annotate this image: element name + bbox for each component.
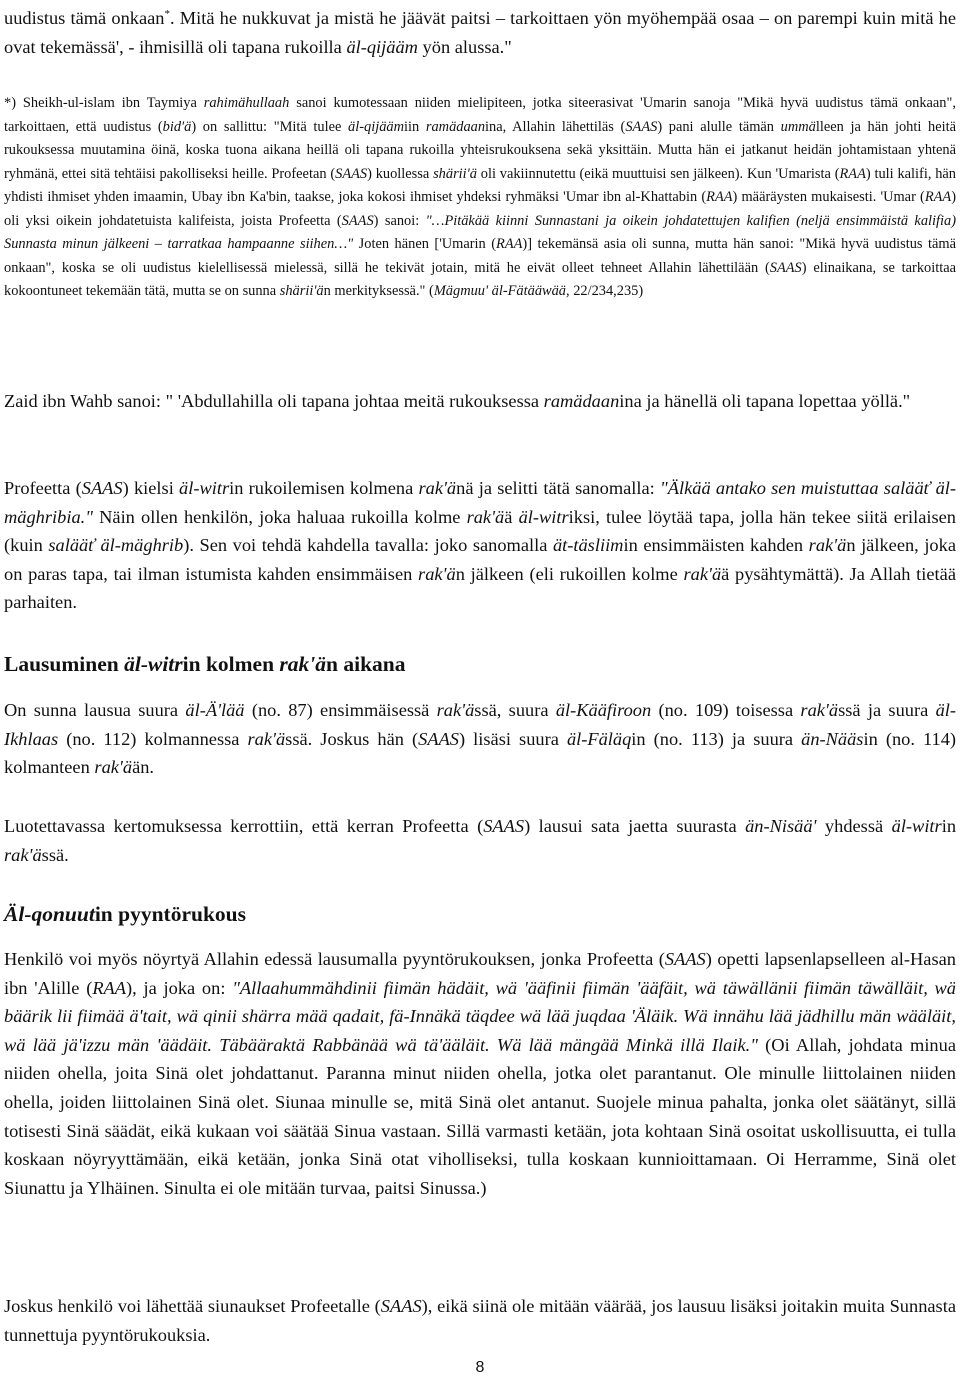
text: in ensimmäisten kahden	[623, 535, 809, 556]
text: Zaid ibn Wahb sanoi: " 'Abdullahilla oli tapana johtaa meitä rukouksessa	[4, 391, 544, 411]
term: SAAS	[769, 259, 802, 276]
text: sanoi kumotessaan niiden mielipiteen, jotka siteerasivat 'Umarin sanoja "Mikä hyvä uudistus tämä onkaan", tarkoittaen, että uudistus (	[4, 95, 956, 135]
text: ssä. Joskus hän (	[285, 728, 419, 749]
term: rak'ä	[436, 700, 475, 720]
term: äl-witr	[179, 478, 230, 498]
term: SAAS	[483, 816, 525, 836]
text: yön alussa."	[417, 36, 512, 57]
quote: "Älkää antako sen muistuttaa salääť äl-mäghribia."	[4, 478, 956, 527]
paragraph-joskus	[4, 1292, 956, 1349]
text: uudistus tämä onkaan	[4, 8, 165, 28]
text: Lausuminen	[4, 652, 125, 676]
text: ) elinaikana, se tarkoittaa kokoontuneet tekemään tätä, mutta se on sunna	[4, 259, 957, 299]
term: SAAS	[81, 478, 123, 498]
term: rak'ä	[800, 700, 839, 720]
term: SAAS	[418, 728, 459, 749]
term: RAA	[496, 236, 523, 252]
text: ) lausui sata jaetta suurasta	[524, 816, 746, 836]
heading-lausuminen	[4, 652, 406, 677]
text: *) Sheikh-ul-islam ibn Taymiya	[4, 95, 204, 111]
paragraph-witr	[4, 474, 956, 617]
term: salääť äl-mäghrib	[48, 535, 184, 556]
term: ummä	[780, 118, 816, 135]
term: rak'ä	[279, 652, 327, 676]
text: Näin ollen henkilön, joka haluaa rukoilla kolme	[92, 506, 467, 527]
text: ) kuollessa	[367, 165, 434, 182]
paragraph-qonuut	[4, 945, 956, 1202]
term: rak'ä	[418, 563, 456, 584]
term: ramädaan	[543, 391, 620, 411]
text: in	[941, 816, 957, 836]
paragraph-luotettavassa	[4, 812, 956, 869]
term: rak'ä	[808, 535, 847, 556]
term: ät-täsliim	[552, 535, 624, 556]
term: shärii'ä	[433, 165, 477, 182]
text: in pyyntörukous	[94, 902, 246, 926]
term: rak'ä	[247, 728, 286, 749]
term: rak'ä	[94, 757, 133, 778]
text: nä ja selitti tätä sanomalla:	[456, 478, 661, 498]
text: Joten hänen ['Umarin (	[353, 236, 497, 252]
text: ina ja hänellä oli tapana lopettaa yöllä."	[619, 391, 911, 411]
text: ) pani alulle tämän	[657, 118, 781, 135]
text: n jälkeen (eli rukoillen kolme	[455, 563, 684, 584]
text: ). Sen voi tehdä kahdella tavalla: joko sanomalla	[183, 535, 553, 556]
text: in kolmen	[182, 652, 280, 676]
term: SAAS	[341, 212, 374, 229]
term: SAAS	[625, 118, 658, 135]
term: ramädaan	[425, 118, 486, 135]
text: (Oi Allah, johdata minua niiden ohella, joita Sinä olet johdattanut. Paranna minut niiden ohella, jotka olet parantanut. Ole minulle liittolainen niiden ohella, joiden liittolainen Sinä olet. Siunaa minulle se, mitä Sinä olet antanut. Suojele minua pahalta, jonka olet säätänyt, sillä totisesti Sinä säädät, eikä kukaan voi säätää Sinua vastaan. Sillä varmasti ketään, jota kohtaan Sinä osoitat uskollisuutta, ei tulla koskaan nöyryyttämään, eikä ketään, jonka Sinä otat viholliseksi, tulla koskaan kunnioittamaan. Oi Herramme, Sinä olet Siunattu ja Ylhäinen. Sinulta ei ole mitään turvaa, paitsi Sinussa.)	[4, 1034, 956, 1198]
text: ) opetti lapsenlapselleen al-Hasan ibn 'Alille (	[4, 949, 956, 998]
text: Henkilö voi myös nöyrtyä Allahin edessä lausumalla pyyntörukouksen, jonka Profeetta (	[4, 949, 665, 969]
term: än-Nisää'	[745, 816, 817, 836]
footnote	[4, 92, 956, 304]
term: rak'ä	[683, 563, 722, 584]
text: iin	[404, 118, 426, 135]
paragraph-zaid	[4, 387, 956, 416]
text: . Mitä he nukkuvat ja mistä he jäävät paitsi – tarkoittaen yön myöhempää osaa – on parempi kuin mitä he ovat tekemässä', - ihmisillä oli tapana rukoilla	[4, 8, 957, 57]
text: , 22/234,235)	[566, 283, 644, 299]
text: On sunna lausua suura	[4, 700, 186, 720]
text: ina, Allahin lähettiläs (	[485, 118, 626, 135]
term: äl-Ä'lää	[185, 700, 245, 720]
text: oli vakiinnutettu (eikä muuttuisi sen jälkeen). Kun 'Umarista (	[476, 165, 840, 182]
quote: "Allaahummähdinii fiimän hädäit, wä 'ääfinii fiimän 'ääfäit, wä täwällänii fiimän täwälläit, wä bäärik lii fiimää ä'tait, wä qinii shärra mää qadait, fä-Innäkä täqdee wä lää juqdaa 'Äläik. Wä innähu lää jädhillu män wääläit, wä lää jä'izzu män 'äädäit. Täbääraktä Rabbänää wä tä'ääläit. Wä lää mängää Minkä illä Ilaik."	[4, 977, 957, 1055]
term: äl-qijääm	[346, 36, 418, 57]
text: ä	[504, 506, 519, 527]
text: ) lisäsi suura	[459, 728, 567, 749]
term: Äl-qonuut	[4, 902, 95, 926]
text: lleen ja hän johti heitä rukouksessa muutamina öinä, koska tuona aikana heillä oli tapana rukoilla yhteisrukouksena sekä yksittäin. Mutta hän ei jatkanut heidän johtamistaan yhtenä ryhmänä, ettei sitä tehtäisi pakolliseksi heille. Profeetan (	[4, 118, 956, 182]
text: ), ja joka on:	[126, 977, 233, 998]
text: ) kielsi	[122, 478, 180, 498]
text: än.	[132, 757, 155, 778]
text: ) oli yksi oikein johdatetuista kalifeista, joista Profeetta (	[4, 189, 956, 229]
quote: "…Pitäkää kiinni Sunnastani ja oikein johdatettujen kalifien (neljä ensimmäistä kalifia) Sunnasta minun jälkeeni – tarratkaa hampaanne siihen…"	[4, 212, 956, 252]
text: n aikana	[326, 652, 406, 676]
text: ) on sallittu: "Mitä tulee	[191, 118, 349, 135]
text: in (no. 114) kolmanteen	[4, 728, 957, 778]
text: ) tuli kalifi, hän yhdisti ihmiset yhden imaamin, Ubay ibn Ka'bin, taakse, joka kokosi ihmiset yhdeksi ryhmäksi 'Umar ibn al-Khattabin (	[4, 165, 956, 205]
term: shärii'ä	[279, 283, 324, 299]
term: SAAS	[664, 949, 706, 969]
term: äl-witr	[124, 652, 183, 676]
term: bid'ä	[162, 118, 192, 135]
text: (no. 87) ensimmäisessä	[244, 700, 437, 720]
text: n merkityksessä." (	[323, 283, 434, 299]
text: in (no. 113) ja suura	[631, 728, 802, 749]
term: äl-Kääfiroon	[555, 700, 652, 720]
text: iksi, tulee löytää tapa, jolla hän tekee siitä erilaisen (kuin	[4, 506, 956, 556]
term: äl-witr	[891, 816, 942, 836]
heading-qonuut	[4, 902, 246, 927]
term: rahimähullaah	[203, 95, 290, 111]
term: SAAS	[380, 1296, 422, 1316]
term: äl-witr	[518, 506, 569, 527]
page-number: 8	[475, 1359, 485, 1376]
text: ssä, suura	[474, 700, 556, 720]
text: ssä ja suura	[838, 700, 936, 720]
term: rak'ä	[4, 844, 42, 865]
text: ) sanoi:	[373, 212, 426, 229]
text: )] tekemänsä asia oli sunna, mutta hän sanoi: "Mikä hyvä uudistus tämä onkaan", koska se oli uudistus kielellisessä mielessä, sillä he tekivät jotain, mitä he eivät olleet tehneet Allahin lähettilään (	[4, 236, 956, 276]
footnote-marker: *	[164, 8, 170, 20]
text: n jälkeen, joka on paras tapa, tai ilman istumista kahden ensimmäisen	[4, 535, 956, 584]
text: ) määräysten mukaisesti. 'Umar (	[732, 189, 925, 205]
term: rak'ä	[418, 478, 457, 498]
term: RAA	[706, 189, 733, 205]
term: RAA	[924, 189, 952, 205]
term: SAAS	[335, 165, 368, 182]
text: Joskus henkilö voi lähettää siunaukset Profeetalle (	[4, 1296, 381, 1316]
text: Luotettavassa kertomuksessa kerrottiin, että kerran Profeetta (	[4, 816, 484, 836]
term: RAA	[839, 165, 866, 182]
text: ssä.	[41, 844, 69, 865]
term: äl-Fäläq	[566, 728, 632, 749]
term: äl-Ikhlaas	[4, 700, 956, 749]
text: in rukoilemisen kolmena	[229, 478, 419, 498]
paragraph-intro	[4, 4, 956, 61]
text: (no. 109) toisessa	[651, 700, 801, 720]
term: äl-qijääm	[348, 118, 405, 135]
citation: Mägmuu' äl-Fätääwää	[433, 283, 566, 299]
term: RAA	[92, 977, 127, 998]
paragraph-lausuminen	[4, 696, 956, 782]
term: rak'ä	[466, 506, 505, 527]
text: yhdessä	[816, 816, 892, 836]
text: Profeetta (	[4, 478, 82, 498]
text: ä pysähtymättä). Ja Allah tietää parhaiten.	[4, 563, 956, 613]
term: än-Nääs	[801, 728, 864, 749]
text: (no. 112) kolmannessa	[58, 728, 248, 749]
text: ), eikä siinä ole mitään väärää, jos lausuu lisäksi joitakin muita Sunnasta tunnettuja pyyntörukouksia.	[4, 1296, 956, 1345]
